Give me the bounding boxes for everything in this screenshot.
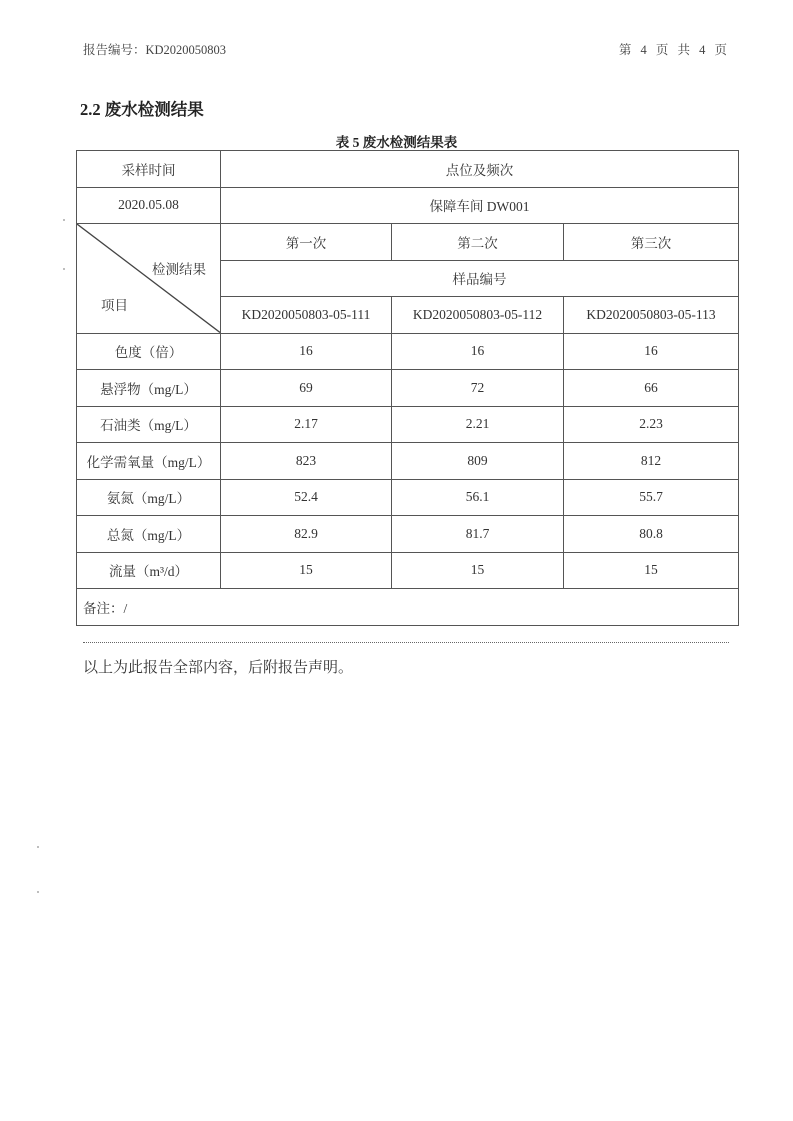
value-cell: 82.9 bbox=[221, 516, 392, 553]
table-row bbox=[77, 370, 739, 407]
sample-no-3: KD2020050803-05-113 bbox=[564, 297, 739, 334]
end-note: 以上为此报告全部内容，后附报告声明。 bbox=[83, 660, 354, 676]
value-cell: 15 bbox=[221, 552, 392, 589]
value-cell: 2.17 bbox=[221, 406, 392, 443]
item-name: 色度（倍） bbox=[77, 333, 221, 370]
diag-label-item: 项目 bbox=[101, 298, 128, 313]
header-row-1 bbox=[77, 151, 739, 188]
value-cell: 809 bbox=[392, 443, 564, 480]
diagonal-line bbox=[77, 224, 220, 333]
page-indicator: 第 4 页 共 4 页 bbox=[618, 43, 730, 57]
value-cell: 81.7 bbox=[392, 516, 564, 553]
freq-2: 第二次 bbox=[392, 224, 564, 261]
value-cell: 15 bbox=[564, 552, 739, 589]
sample-no-label: 样品编号 bbox=[221, 260, 739, 297]
item-name: 总氮（mg/L） bbox=[77, 516, 221, 553]
freq-1: 第一次 bbox=[221, 224, 392, 261]
value-cell: 80.8 bbox=[564, 516, 739, 553]
point-frequency-header: 点位及频次 bbox=[221, 151, 739, 188]
item-name: 流量（m³/d） bbox=[77, 552, 221, 589]
sampling-point: 保障车间 DW001 bbox=[221, 187, 739, 224]
value-cell: 52.4 bbox=[221, 479, 392, 516]
report-number: 报告编号：KD2020050803 bbox=[83, 43, 227, 57]
dotted-divider bbox=[83, 642, 729, 643]
scan-speck bbox=[63, 219, 65, 221]
item-name: 悬浮物（mg/L） bbox=[77, 370, 221, 407]
value-cell: 16 bbox=[221, 333, 392, 370]
wastewater-results-table bbox=[76, 150, 739, 626]
value-cell: 15 bbox=[392, 552, 564, 589]
value-cell: 66 bbox=[564, 370, 739, 407]
value-cell: 69 bbox=[221, 370, 392, 407]
remark: 备注：/ bbox=[77, 589, 739, 626]
value-cell: 2.23 bbox=[564, 406, 739, 443]
value-cell: 16 bbox=[392, 333, 564, 370]
item-name: 化学需氧量（mg/L） bbox=[77, 443, 221, 480]
value-cell: 56.1 bbox=[392, 479, 564, 516]
value-cell: 16 bbox=[564, 333, 739, 370]
table-row bbox=[77, 516, 739, 553]
item-name: 氨氮（mg/L） bbox=[77, 479, 221, 516]
table-row bbox=[77, 443, 739, 480]
table-row bbox=[77, 406, 739, 443]
header-row-2 bbox=[77, 187, 739, 224]
scan-speck bbox=[37, 891, 39, 893]
sampling-time-header: 采样时间 bbox=[77, 151, 221, 188]
sample-no-1: KD2020050803-05-111 bbox=[221, 297, 392, 334]
value-cell: 72 bbox=[392, 370, 564, 407]
sampling-date: 2020.05.08 bbox=[77, 187, 221, 224]
diagonal-header-cell bbox=[77, 224, 221, 334]
section-title: 2.2 废水检测结果 bbox=[80, 100, 204, 119]
diag-label-results: 检测结果 bbox=[152, 262, 206, 277]
table-row bbox=[77, 479, 739, 516]
scan-speck bbox=[37, 846, 39, 848]
value-cell: 823 bbox=[221, 443, 392, 480]
remark-row bbox=[77, 589, 739, 626]
table-row bbox=[77, 552, 739, 589]
sample-no-2: KD2020050803-05-112 bbox=[392, 297, 564, 334]
value-cell: 812 bbox=[564, 443, 739, 480]
item-name: 石油类（mg/L） bbox=[77, 406, 221, 443]
freq-3: 第三次 bbox=[564, 224, 739, 261]
table-caption: 表 5 废水检测结果表 bbox=[335, 135, 458, 150]
value-cell: 55.7 bbox=[564, 479, 739, 516]
scan-speck bbox=[63, 268, 65, 270]
table-row bbox=[77, 333, 739, 370]
value-cell: 2.21 bbox=[392, 406, 564, 443]
header-row-3 bbox=[77, 224, 739, 261]
